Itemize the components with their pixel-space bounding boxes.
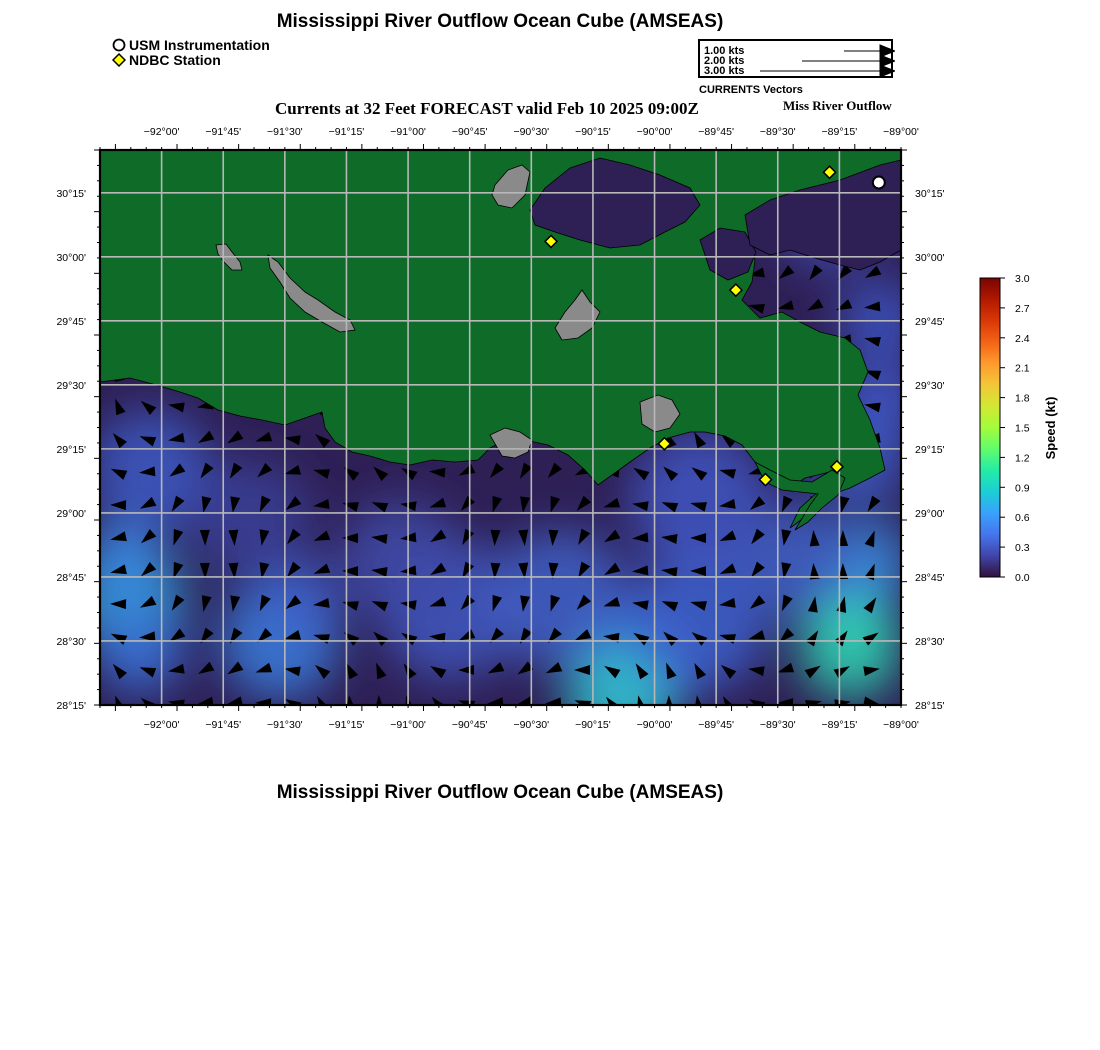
lon-tick-label: −91°15': [328, 719, 365, 731]
vector-key-label: 1.00 kts: [704, 45, 745, 57]
lat-labels-right: [915, 188, 945, 712]
lat-tick-label: 28°30': [56, 635, 86, 648]
lon-tick-label: −90°15': [575, 126, 611, 138]
lat-labels-left: [56, 188, 86, 712]
lat-tick-label: 29°15': [56, 443, 86, 456]
lat-tick-label: 29°30': [915, 379, 945, 392]
legend-ndbc-label: NDBC Station: [129, 52, 221, 68]
vector-key-caption: CURRENTS Vectors: [699, 84, 803, 96]
lon-tick-label: −89°15': [821, 719, 858, 731]
colorbar-tick-label: 0.3: [1015, 542, 1030, 555]
colorbar-tick-label: 2.4: [1015, 332, 1030, 345]
lon-tick-label: −89°30': [759, 126, 796, 138]
lat-tick-label: 28°15': [56, 700, 86, 712]
lat-tick-label: 28°45': [56, 571, 86, 584]
colorbar-tick-label: 1.2: [1015, 452, 1030, 465]
lon-tick-label: −91°45': [205, 719, 242, 731]
lat-tick-label: 28°15': [915, 700, 945, 712]
lat-tick-label: 30°00': [56, 251, 86, 264]
lon-tick-label: −91°30': [266, 126, 303, 138]
lon-tick-label: −89°45': [698, 126, 735, 138]
lon-tick-label: −91°30': [266, 719, 303, 731]
lon-tick-label: −90°30': [513, 126, 550, 138]
lon-tick-label: −89°45': [698, 719, 735, 731]
map-title-repeat: Mississippi River Outflow Ocean Cube (AMSEAS): [276, 782, 724, 803]
lat-tick-label: 29°00': [915, 507, 945, 520]
colorbar-label: Speed (kt): [1043, 396, 1058, 460]
lat-tick-label: 28°45': [915, 571, 945, 584]
colorbar-scale: [980, 278, 1000, 577]
lon-tick-label: −89°00': [883, 126, 919, 138]
lon-tick-label: −90°15': [575, 719, 611, 731]
colorbar-tick-label: 0.6: [1015, 512, 1030, 525]
lat-tick-label: 29°15': [915, 443, 945, 456]
colorbar-tick-label: 1.5: [1015, 422, 1030, 435]
lat-tick-label: 28°30': [915, 635, 945, 648]
usm-station-marker: [873, 177, 885, 189]
lon-tick-label: −90°00': [636, 719, 673, 731]
legend-usm-label: USM Instrumentation: [129, 37, 270, 53]
lon-tick-label: −89°00': [883, 719, 919, 731]
lon-tick-label: −91°45': [205, 126, 242, 138]
lon-tick-label: −90°45': [451, 126, 488, 138]
colorbar-tick-label: 1.8: [1015, 392, 1030, 405]
lon-tick-label: −90°45': [451, 719, 488, 731]
lon-tick-label: −90°00': [636, 126, 673, 138]
colorbar-tick-label: 0.0: [1015, 572, 1030, 584]
lat-tick-label: 30°00': [915, 251, 945, 264]
lon-tick-label: −89°30': [759, 719, 796, 731]
colorbar-tick-label: 2.1: [1015, 362, 1030, 375]
lon-tick-label: −92°00': [143, 719, 180, 731]
lon-tick-label: −91°00': [390, 719, 426, 731]
colorbar-tick-label: 3.0: [1015, 273, 1030, 285]
colorbar-ticks: [1000, 273, 1030, 584]
lon-tick-label: −92°00': [143, 126, 180, 138]
lon-labels-top: [144, 126, 919, 138]
lat-tick-label: 30°15': [915, 187, 945, 200]
lat-tick-label: 29°30': [56, 379, 86, 392]
lat-tick-label: 29°45': [915, 315, 945, 328]
lon-tick-label: −91°15': [328, 126, 365, 138]
map-corner-label: Miss River Outflow: [783, 98, 892, 113]
map-subtitle: Currents at 32 Feet FORECAST valid Feb 10 2025 09:00Z: [275, 99, 699, 118]
colorbar-tick-label: 0.9: [1015, 482, 1030, 495]
colorbar: [980, 273, 1058, 584]
lat-tick-label: 29°45': [56, 315, 86, 328]
lat-tick-label: 30°15': [56, 187, 86, 200]
colorbar-tick-label: 2.7: [1015, 302, 1030, 315]
lon-tick-label: −91°00': [390, 126, 426, 138]
map-title: Mississippi River Outflow Ocean Cube (AMSEAS): [276, 11, 724, 32]
vector-key-label: 2.00 kts: [704, 55, 745, 67]
lat-tick-label: 29°00': [56, 507, 86, 520]
lon-labels-bottom: [144, 719, 919, 731]
lon-tick-label: −90°30': [513, 719, 550, 731]
lon-tick-label: −89°15': [821, 126, 858, 138]
vector-key-label: 3.00 kts: [704, 65, 745, 77]
